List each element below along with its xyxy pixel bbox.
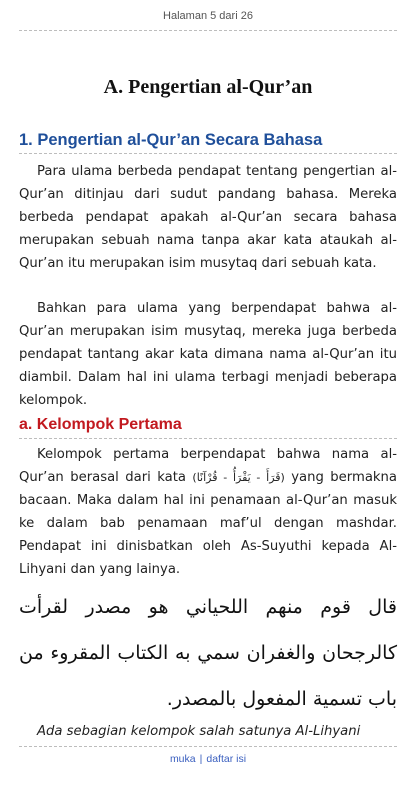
quote-translation: Ada sebagian kelompok salah satunya Al-Lihyani bbox=[37, 724, 361, 739]
paragraph-kelompok-pertama bbox=[19, 443, 397, 581]
arabic-root-word: (قَرَأَ - يَقْرَأُ - قُرْآنًا) bbox=[192, 471, 285, 484]
footer-divider bbox=[19, 746, 397, 747]
paragraph: Para ulama berbeda pendapat tentang pengertian al-Qur’an ditinjau dari sudut pandang bahasa. Mereka berbeda pendapat apakah al-Qur’an secara bahasa merupakan sebuah nama tanpa akar kata ataukah al-Qur’an itu merupakan isim musytaq dari sebuah kata. bbox=[19, 164, 397, 271]
subsection-divider bbox=[19, 438, 397, 439]
chapter-title: A. Pengertian al-Qur’an bbox=[103, 76, 313, 98]
section-divider bbox=[19, 153, 397, 154]
section-heading-bahasa: 1. Pengertian al-Qur’an Secara Bahasa bbox=[19, 131, 323, 149]
paragraph-text: Kelompok pertama berpendapat bahwa nama al-Qur’an berasal dari kata bbox=[19, 447, 397, 485]
header-divider bbox=[19, 30, 397, 31]
footer-separator: | bbox=[199, 753, 203, 765]
arabic-quote: قال قوم منهم اللحياني هو مصدر لقرأت كالرجحان والغفران سمي به الكتاب المقروء من باب تسمية المفعول بالمصدر. bbox=[19, 596, 397, 710]
link-daftar-isi[interactable]: daftar isi bbox=[206, 753, 247, 765]
subsection-heading-kelompok-pertama: a. Kelompok Pertama bbox=[19, 416, 182, 433]
paragraph-text: yang bermakna bacaan. Maka dalam hal ini penamaan al-Qur’an masuk ke dalam bab penamaan maf’ul dengan mashdar. Pendapat ini dinisbatkan oleh As-Suyuthi kepada Al-Lihyani dan yang lainya. bbox=[19, 470, 397, 577]
link-muka[interactable]: muka bbox=[169, 753, 196, 765]
page-indicator: Halaman 5 dari 26 bbox=[163, 10, 253, 22]
footer-nav bbox=[0, 753, 416, 765]
paragraph: Bahkan para ulama yang berpendapat bahwa al-Qur’an merupakan isim musytaq, mereka juga berbeda pendapat tantang akar kata dimana nama al-Qur’an itu diambil. Dalam hal ini ulama terbagi menjadi beberapa kelompok. bbox=[19, 301, 397, 408]
